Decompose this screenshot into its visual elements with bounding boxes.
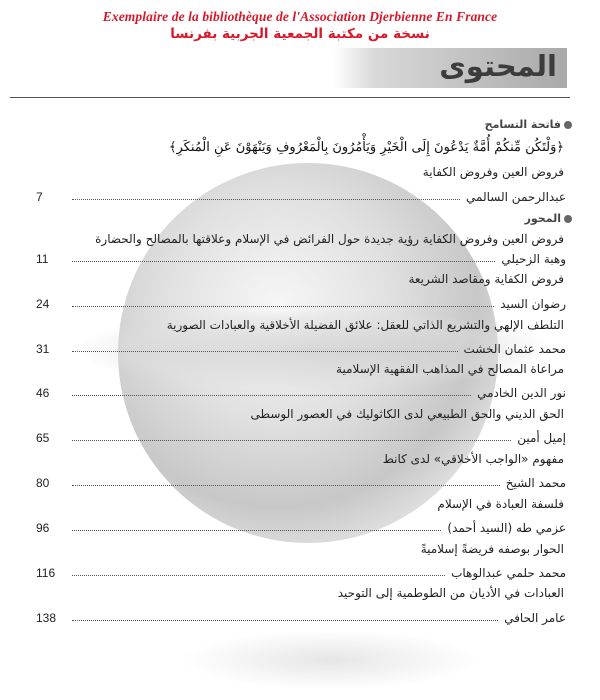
leader-dots [72,619,498,621]
entry-author: وهبة الزحيلي [501,252,566,266]
bullet-icon [564,215,572,223]
entry-author-row [36,472,566,490]
title-banner [333,48,567,88]
entry-author-row [36,382,566,400]
library-stamp-arabic: نسخة من مكتبة الجمعية الجربية بفرنسا [170,26,430,42]
page-title: المحتوى [439,49,557,83]
entry-title: فلسفة العبادة في الإسلام [437,497,564,511]
entry-author-row [36,427,566,445]
leader-dots [72,484,500,486]
page-number: 80 [36,476,50,490]
entry-author-row [36,338,566,356]
entry-title: مراعاة المصالح في المذاهب الفقهية الإسلامية [336,362,564,376]
page-number: 11 [36,252,49,266]
entry-author: محمد حلمي عبدالوهاب [451,566,566,580]
entry-title: فروض العين وفروض الكفاية رؤية جديدة حول الفرائض في الإسلام وعلاقتها بالمصالح والحضارة [95,232,564,246]
entry-author: إميل أمين [517,431,566,445]
entry-title: فروض العين وفروض الكفاية [422,165,564,179]
entry-author-row [36,186,566,204]
entry-title: مفهوم «الواجب الأخلاقي» لدى كانط [382,452,564,466]
entry-title: التلطف الإلهي والتشريع الذاتي للعقل: علائق الفضيلة الأخلاقية والعبادات الصورية [166,318,564,332]
leader-dots [72,260,495,262]
entry-author: عامر الحافي [504,611,566,625]
leader-dots [72,305,494,307]
page-number: 24 [36,297,50,311]
section-label-opening: فاتحة التسامح [485,118,572,131]
entry-author-row [36,517,566,535]
page-number: 96 [36,521,50,535]
section-label-axis: المحور [525,212,572,225]
library-stamp-french: Exemplaire de la bibliothèque de l'Association Djerbienne En France [102,9,498,24]
entry-author: عبدالرحمن السالمي [466,190,566,204]
leader-dots [72,574,445,576]
page-number: 46 [36,386,50,400]
page-number: 31 [36,342,50,356]
entry-author-row [36,607,566,625]
bullet-icon [564,121,572,129]
entry-author: رضوان السيد [500,297,566,311]
entry-author: محمد عثمان الخشت [463,342,566,356]
entry-author-row [36,562,566,580]
entry-author-row [36,248,566,266]
entry-title: فروض الكفاية ومقاصد الشريعة [408,272,564,286]
leader-dots [72,198,460,200]
leader-dots [72,394,471,396]
page-number: 7 [36,190,43,204]
leader-dots [72,439,511,441]
quran-verse: ﴿وَلْتَكُن مِّنكُمْ أُمَّةٌ يَدْعُونَ إِلَى الْخَيْرِ وَيَأْمُرُونَ بِالْمَعْرُوفِ وَيَنْهَوْنَ عَنِ الْمُنكَرِ﴾ [168,140,564,155]
header-divider [10,97,570,98]
page-number: 138 [36,611,57,625]
entry-title: الحق الديني والحق الطبيعي لدى الكاثوليك في العصور الوسطى [250,407,564,421]
entry-author: عزمي طه (السيد أحمد) [447,521,566,535]
bottom-watermark [180,630,480,690]
leader-dots [72,529,441,531]
page-number: 65 [36,431,50,445]
entry-title: الحوار بوصفه فريضةً إسلاميةً [420,542,564,556]
page-number: 116 [36,566,56,580]
leader-dots [72,350,458,352]
entry-author: نور الدين الخادمي [477,386,566,400]
entry-author: محمد الشيخ [505,476,566,490]
entry-title: العبادات في الأديان من الطوطمية إلى التوحيد [337,586,564,600]
entry-author-row [36,293,566,311]
